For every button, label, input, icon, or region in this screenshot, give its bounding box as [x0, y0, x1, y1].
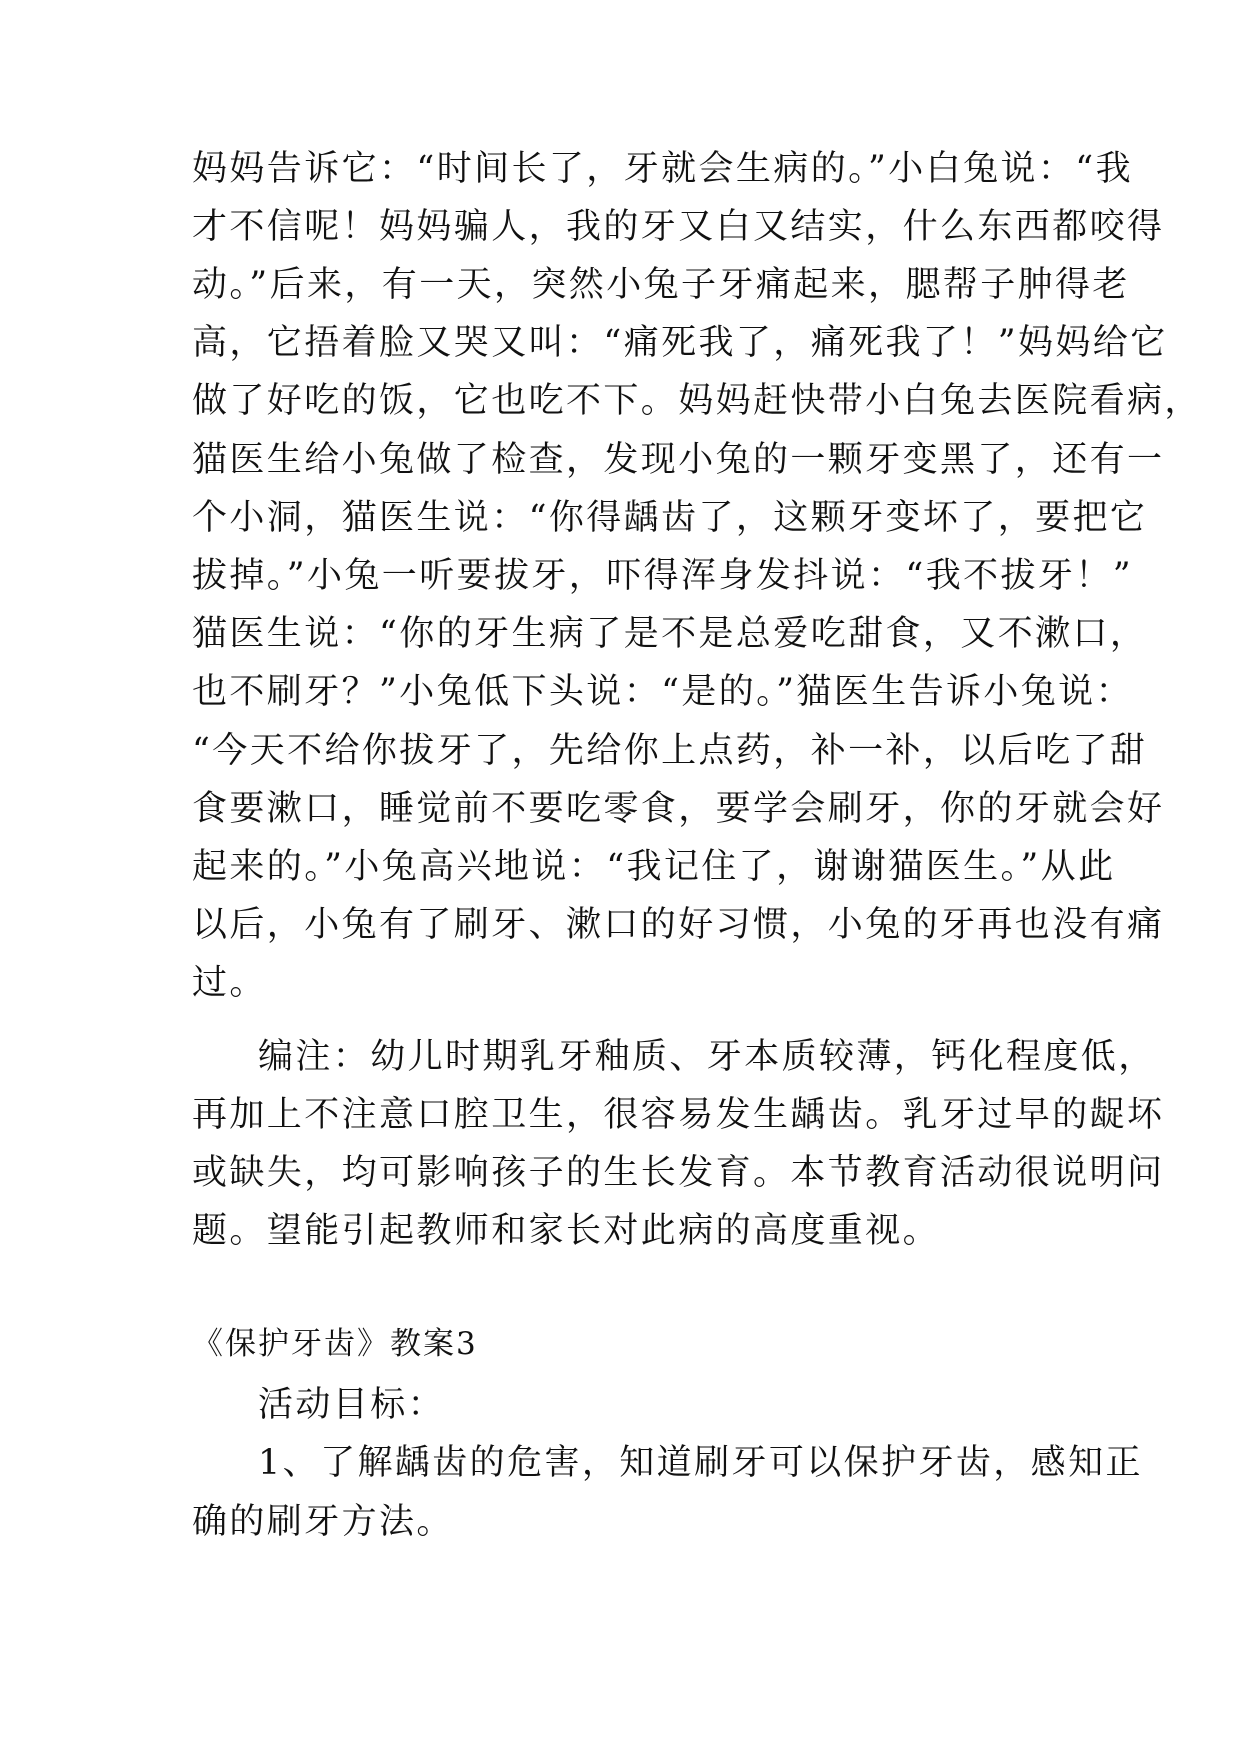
goals-label: 活动目标： [258, 1385, 446, 1425]
note-line: 再加上不注意口腔卫生，很容易发生龋齿。乳牙过早的龊坏 [192, 1095, 1165, 1135]
story-line: 食要漱口，睡觉前不要吃零食，要学会刷牙，你的牙就会好 [192, 789, 1165, 829]
story-line: 起来的。”小兔高兴地说：“我记住了，谢谢猫医生。”从此 [192, 847, 1116, 887]
story-line: 拔掉。”小兔一听要拔牙，吓得浑身发抖说：“我不拔牙！” [192, 556, 1133, 596]
story-line: 妈妈告诉它：“时间长了，牙就会生病的。”小白兔说：“我 [192, 149, 1133, 189]
story-line: “今天不给你拔牙了，先给你上点药，补一补，以后吃了甜 [192, 731, 1148, 771]
story-line: 也不刷牙？”小兔低下头说：“是的。”猫医生告诉小兔说： [192, 672, 1133, 712]
section-title: 《保护牙齿》教案3 [192, 1326, 478, 1362]
goal-line: 确的刷牙方法。 [192, 1502, 454, 1542]
note-line: 编注：幼儿时期乳牙釉质、牙本质较薄，钙化程度低， [258, 1037, 1156, 1077]
story-line: 过。 [192, 963, 267, 1003]
story-line: 做了好吃的饭，它也吃不下。妈妈赶快带小白兔去医院看病， [192, 381, 1202, 421]
note-line: 题。望能引起教师和家长对此病的高度重视。 [192, 1211, 941, 1251]
story-line: 高，它捂着脸又哭又叫：“痛死我了，痛死我了！”妈妈给它 [192, 323, 1168, 363]
story-line: 才不信呢！妈妈骗人，我的牙又白又结实，什么东西都咬得 [192, 207, 1165, 247]
story-line: 猫医生给小兔做了检查，发现小兔的一颗牙变黑了，还有一 [192, 440, 1165, 480]
story-line: 个小洞，猫医生说：“你得龋齿了，这颗牙变坏了，要把它 [192, 498, 1148, 538]
story-line: 动。”后来，有一天，突然小兔子牙痛起来，腮帮子肿得老 [192, 265, 1130, 305]
story-line: 猫医生说：“你的牙生病了是不是总爱吃甜食，又不漱口， [192, 614, 1148, 654]
note-line: 或缺失，均可影响孩子的生长发育。本节教育活动很说明问 [192, 1153, 1165, 1193]
story-line: 以后，小兔有了刷牙、漱口的好习惯，小兔的牙再也没有痛 [192, 905, 1165, 945]
goal-line: 1、了解龋齿的危害，知道刷牙可以保护牙齿，感知正 [258, 1443, 1143, 1483]
